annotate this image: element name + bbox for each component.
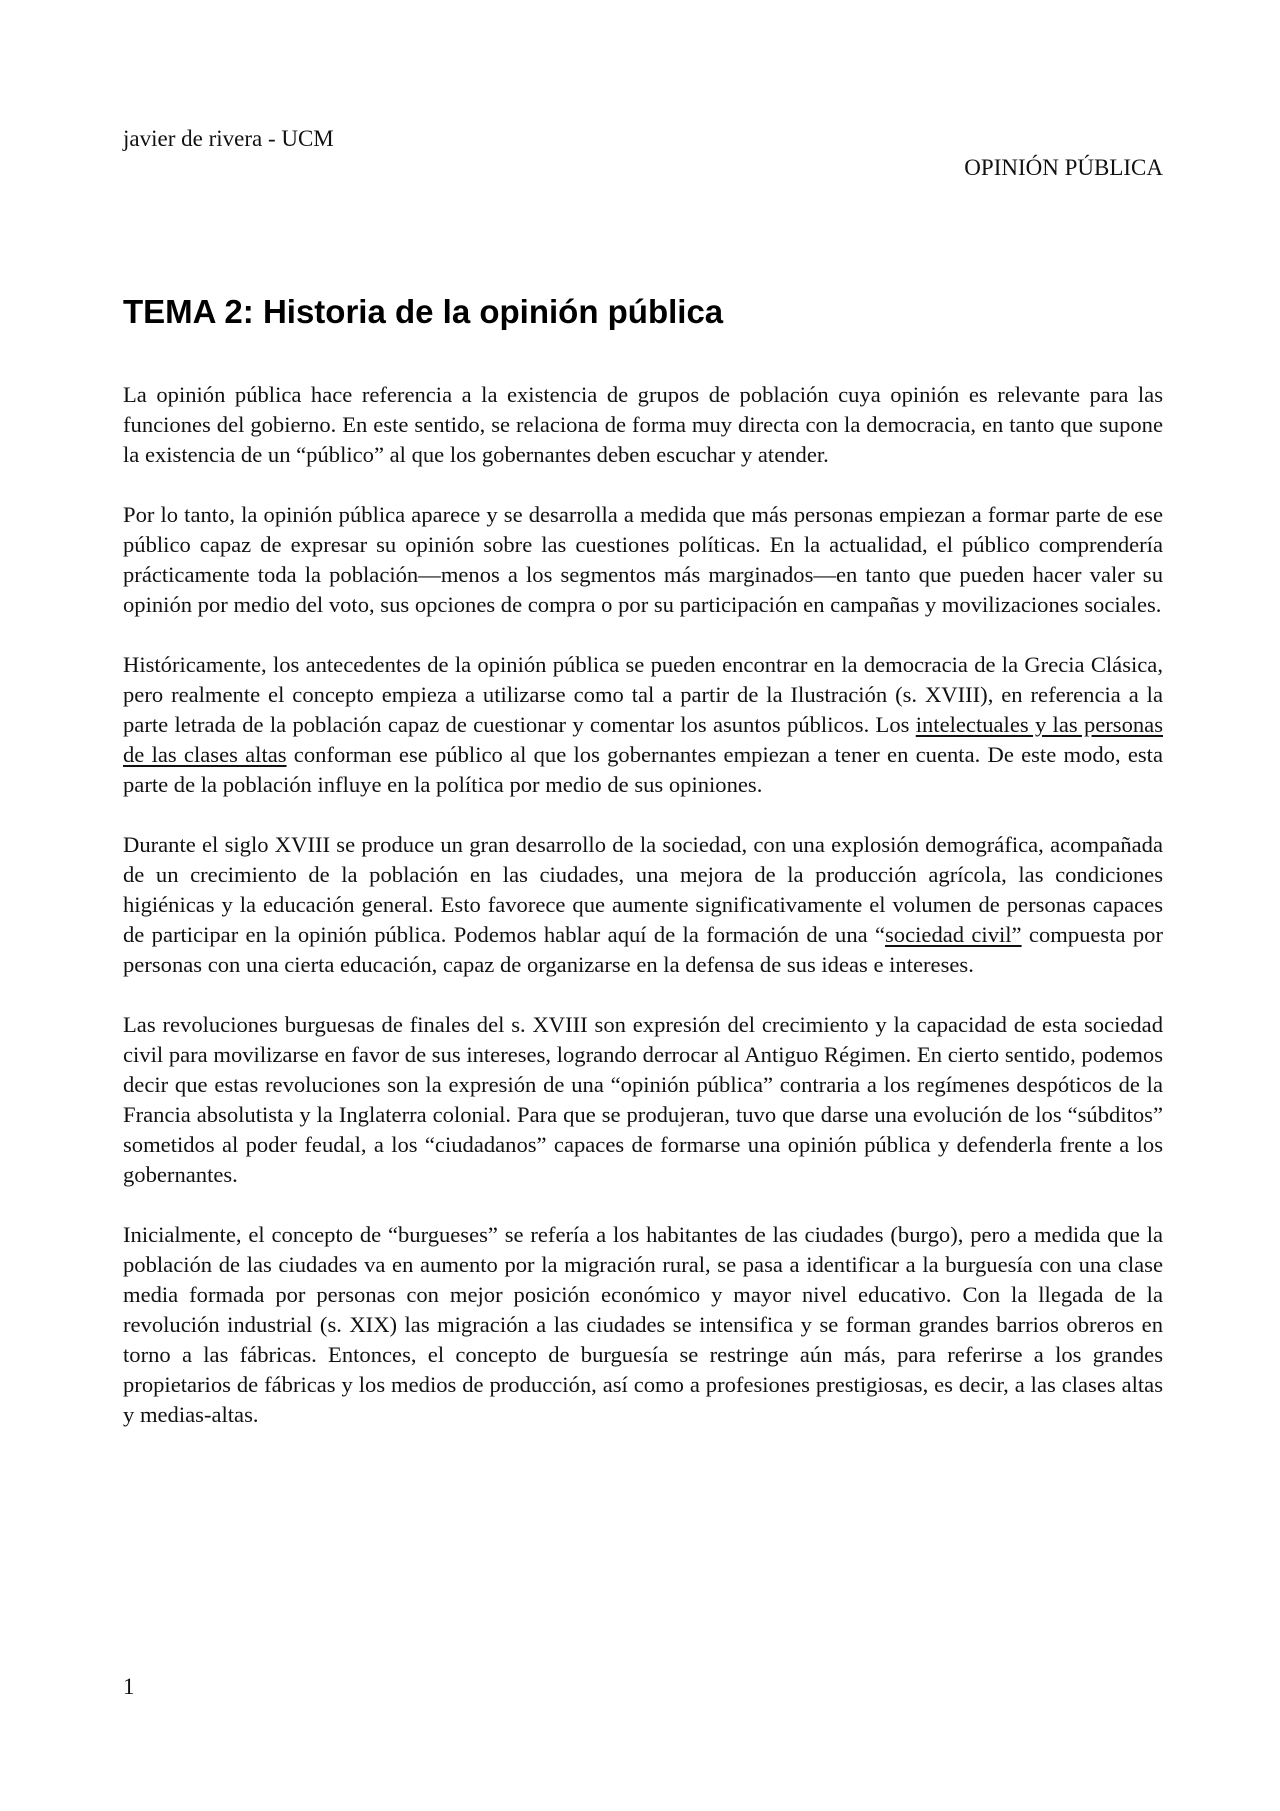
paragraph-4-text-before: Durante el siglo XVIII se produce un gran desarrollo de la sociedad, con una explosión demográfica, acompañada de un crecimiento de la población en las ciudades, una mejora de la producción agrícola, las condiciones higiénicas y la educación general. Esto favorece que aumente significativamente el volumen de personas capaces de participar en la opinión pública. Podemos hablar aquí de la formación de una “: [123, 832, 1163, 947]
underlined-phrase-intelectuales: intelectuales y las personas de las clases altas: [123, 712, 1163, 767]
paragraph-1: La opinión pública hace referencia a la existencia de grupos de población cuya opinión es relevante para las funciones del gobierno. En este sentido, se relaciona de forma muy directa con la democracia, en tanto que supone la existencia de un “público” al que los gobernantes deben escuchar y atender.: [123, 382, 1163, 467]
underlined-phrase-sociedad-civil: sociedad civil”: [885, 922, 1022, 947]
document-title: TEMA 2: Historia de la opinión pública: [123, 293, 724, 330]
header-author: javier de rivera - UCM: [123, 126, 334, 151]
paragraph-4: [123, 830, 1163, 980]
paragraph-6: Inicialmente, el concepto de “burgueses” se refería a los habitantes de las ciudades (burgo), pero a medida que la población de las ciudades va en aumento por la migración rural, se pasa a identificar a la burguesía con una clase media formada por personas con mejor posición económico y mayor nivel educativo. Con la llegada de la revolución industrial (s. XIX) las migración a las ciudades se intensifica y se forman grandes barrios obreros en torno a las fábricas. Entonces, el concepto de burguesía se restringe aún más, para referirse a los grandes propietarios de fábricas y los medios de producción, así como a profesiones prestigiosas, es decir, a las clases altas y medias-altas.: [123, 1222, 1163, 1427]
paragraph-3-text-after: conforman ese público al que los gobernantes empiezan a tener en cuenta. De este modo, esta parte de la población influye en la política por medio de sus opiniones.: [123, 742, 1163, 797]
page-number: 1: [123, 1674, 135, 1699]
paragraph-5: Las revoluciones burguesas de finales del s. XVIII son expresión del crecimiento y la capacidad de esta sociedad civil para movilizarse en favor de sus intereses, logrando derrocar al Antiguo Régimen. En cierto sentido, podemos decir que estas revoluciones son la expresión de una “opinión pública” contraria a los regímenes despóticos de la Francia absolutista y la Inglaterra colonial. Para que se produjeran, tuvo que darse una evolución de los “súbditos” sometidos al poder feudal, a los “ciudadanos” capaces de formarse una opinión pública y defenderla frente a los gobernantes.: [123, 1012, 1163, 1187]
paragraph-2: Por lo tanto, la opinión pública aparece y se desarrolla a medida que más personas empiezan a formar parte de ese público capaz de expresar su opinión sobre las cuestiones políticas. En la actualidad, el público comprendería prácticamente toda la población—menos a los segmentos más marginados—en tanto que pueden hacer valer su opinión por medio del voto, sus opciones de compra o por su participación en campañas y movilizaciones sociales.: [123, 502, 1163, 617]
paragraph-4-text-after: compuesta por personas con una cierta educación, capaz de organizarse en la defensa de sus ideas e intereses.: [123, 922, 1163, 977]
paragraph-3-text-before: Históricamente, los antecedentes de la opinión pública se pueden encontrar en la democracia de la Grecia Clásica, pero realmente el concepto empieza a utilizarse como tal a partir de la Ilustración (s. XVIII), en referencia a la parte letrada de la población capaz de cuestionar y comentar los asuntos públicos. Los: [123, 652, 1163, 737]
paragraph-3: [123, 650, 1163, 800]
document-body: [123, 380, 1163, 1460]
header-course-title: OPINIÓN PÚBLICA: [964, 155, 1163, 180]
